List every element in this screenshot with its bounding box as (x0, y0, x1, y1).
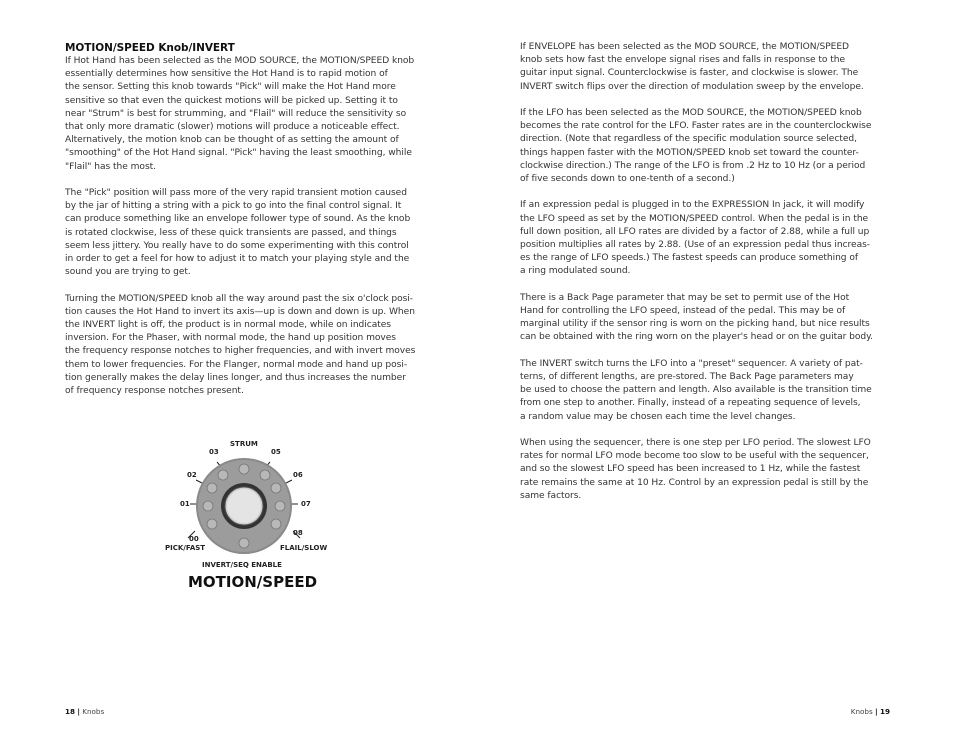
label-pick-fast: PICK/FAST (165, 544, 206, 552)
paragraph: If an expression pedal is plugged in to the EXPRESSION In jack, it will modify the LFO speed as set by the MOTION/SPEED control. When the pedal is in the full down position, all LFO rates are divided by a factor of 2.88, while a full up position multiplies all rates by 2.88. (Use of an expression pedal thus increas- es the range of LFO speeds.) The fastest speeds can produce something of a ring modulated sound. (520, 200, 871, 277)
led-indicator (271, 519, 281, 529)
footer-section: Knobs (82, 707, 105, 716)
label-03: 03 (209, 448, 219, 456)
label-06: 06 (293, 471, 303, 479)
paragraph: If Hot Hand has been selected as the MOD SOURCE, the MOTION/SPEED knob essentially determines how sensitive the Hot Hand is to rapid motion of the sensor. Setting this knob towards "Pick" will make the Hot Hand more sensitive so that even the quickest motions will be picked up. Setting it to near "Strum" is best for strumming, and "Flail" will reduce the sensitivity so that only more dramatic (slower) motions will produce a noticeable effect. Alternatively, the motion knob can be thought of as setting the amount of "smoothing" of the Hot Hand signal. "Pick" having the least smoothing, while "Flail" has the most. (65, 56, 415, 172)
knob-illustration (160, 435, 340, 595)
page-footer (851, 707, 890, 716)
paragraph: Turning the MOTION/SPEED knob all the way around past the six o'clock posi- tion causes the Hot Hand to invert its axis—up is down and down is up. When the INVERT light is off, the product is in normal mode, while on indicates inversion. For the Phaser, with normal mode, the hand up position moves the frequency response notches to higher frequencies, and with invert moves them to lower frequencies. For the Flanger, normal mode and hand up posi- tion generally makes the delay lines longer, and thus increases the number of frequency response notches present. (65, 293, 416, 397)
paragraph: The INVERT switch turns the LFO into a "preset" sequencer. A variety of pat- terns, of different lengths, are pre-stored. The Back Page parameters may be used to choose the pattern and length. Also available is the transition time from one step to another. Finally, instead of a repeating sequence of levels, a random value may be chosen each time the level changes. (520, 358, 872, 422)
label-flail-slow: FLAIL/SLOW (280, 544, 328, 552)
paragraph: There is a Back Page parameter that may be set to permit use of the Hot Hand for controlling the LFO speed, instead of the pedal. This may be of marginal utility if the sensor ring is worn on the picking hand, but nice results can be obtained with the ring worn on the player's head or on the guitar body. (520, 292, 874, 343)
led-indicator (275, 501, 285, 511)
footer-separator: | (875, 707, 878, 716)
label-strum: STRUM (230, 440, 258, 448)
paragraph: The "Pick" position will pass more of the very rapid transient motion caused by the jar of hitting a string with a pick to go into the final control signal. It can produce something like an envelope follower type of sound. As the knob is rotated clockwise, less of these quick transients are passed, and things seem less jittery. You really have to do some experimenting with this control in order to get a feel for how to adjust it to match your playing style and the sound you are trying to get. (65, 188, 411, 278)
led-indicator (271, 483, 281, 493)
paragraph: If ENVELOPE has been selected as the MOD SOURCE, the MOTION/SPEED knob sets how fast the envelope signal rises and falls in response to the guitar input signal. Counterclockwise is faster, and clockwise is slower. The INVERT switch flips over the direction of modulation sweep by the envelope. (520, 42, 864, 92)
motion-speed-knob-diagram (160, 435, 340, 595)
led-indicator (207, 519, 217, 529)
right-text-column (520, 41, 892, 516)
label-00: 00 (189, 535, 199, 543)
label-07: 07 (301, 500, 311, 508)
left-text-column (65, 41, 431, 411)
label-05: 05 (271, 448, 281, 456)
led-indicator (203, 501, 213, 511)
page-footer (65, 707, 104, 716)
label-01: 01 (180, 500, 190, 508)
led-indicator (260, 470, 270, 480)
footer-separator: | (77, 707, 80, 716)
label-02: 02 (187, 471, 197, 479)
diagram-title: MOTION/SPEED (188, 573, 318, 591)
right-page (477, 0, 954, 738)
page-number: 19 (879, 707, 890, 716)
led-indicator (218, 470, 228, 480)
led-indicator (207, 483, 217, 493)
section-heading: MOTION/SPEED Knob/INVERT (65, 42, 235, 54)
label-08: 08 (293, 529, 303, 537)
footer-section: Knobs (850, 707, 873, 716)
paragraph: When using the sequencer, there is one step per LFO period. The slowest LFO rates for normal LFO mode become too slow to be useful with the sequencer, and so the slowest LFO speed has been increased to 1 Hz, while the fastest rate remains the same at 10 Hz. Control by an expression pedal is still by the same factors. (520, 438, 871, 501)
led-indicator (239, 464, 249, 474)
led-indicator (239, 538, 249, 548)
label-invert-seq-enable: INVERT/SEQ ENABLE (202, 561, 282, 569)
paragraph: If the LFO has been selected as the MOD SOURCE, the MOTION/SPEED knob becomes the rate control for the LFO. Faster rates are in the counterclockwise direction. (Note that regardless of the specific modulation source selected, things happen faster with the MOTION/SPEED knob set toward the counter- clockwise direction.) The range of the LFO is from .2 Hz to 10 Hz (or a period of five seconds down to one-tenth of a second.) (520, 108, 872, 185)
page-number: 18 (65, 707, 76, 716)
